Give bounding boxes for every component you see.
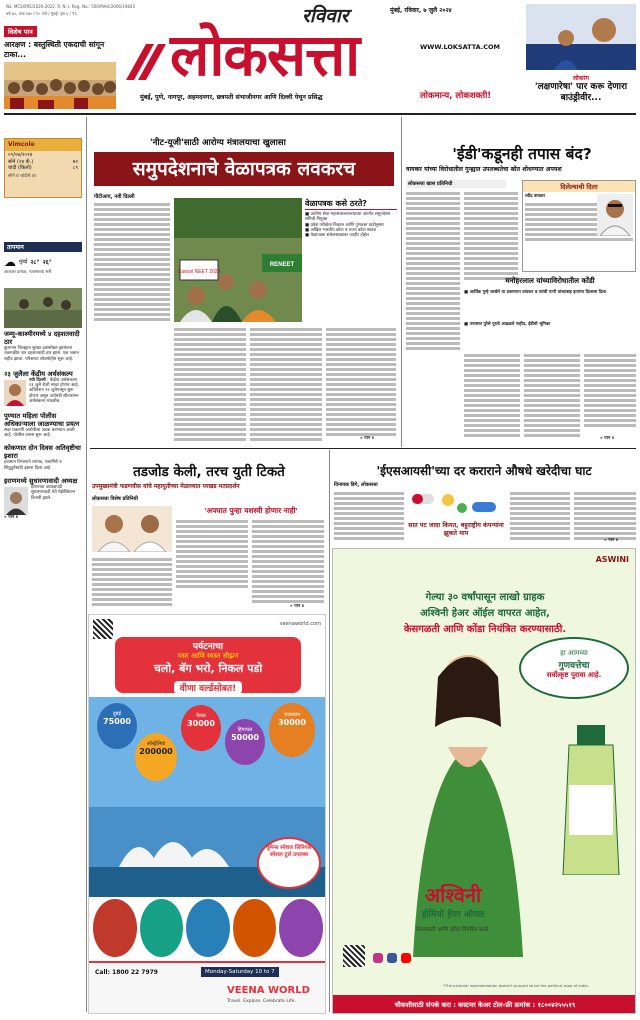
- esic-body-col-2: [510, 490, 570, 542]
- ad2-contact-bar: चौकशीसाठी संपर्क करा : कस्टमर केअर टोल-फ्री क्रमांक : १८००४२५५५१९: [333, 995, 636, 1014]
- weather-high: २८°: [30, 259, 40, 266]
- ad2-line2: अश्विनी हेअर ऑईल वापरत आहेत,: [420, 608, 550, 619]
- ed-headline[interactable]: 'ईडी'कडूनही तपास बंद?: [452, 145, 592, 163]
- masthead-cities: मुंबई, पुणे, नागपूर, अहमदनगर, छत्रपती संभाजीनगर आणि दिल्ली येथून प्रसिद्ध: [140, 94, 323, 101]
- ad1-line4: वीणा वर्ल्डसोबत!: [174, 681, 242, 694]
- masthead-logo-icon: [122, 40, 168, 84]
- ad2-quality-badge: हा आमच्या गुणवत्तेचा सर्वोत्कृष्ट पुरावा आहे.: [519, 637, 629, 699]
- ed-box-title: दिलेल्याची दिला: [523, 181, 635, 192]
- teaser-headline: आरक्षण : बस्तुस्थिती एकदाची सांगून टाका...: [4, 40, 105, 59]
- esic-more-link[interactable]: » पान ४: [604, 538, 618, 543]
- left-more-link[interactable]: » पान ४: [4, 515, 18, 521]
- cloud-rain-icon: ☁: [4, 255, 16, 269]
- teaser-tag-right: लोकरंग: [572, 75, 590, 82]
- ad1-footer: [89, 961, 326, 1014]
- market-box: [4, 138, 82, 198]
- masthead-website[interactable]: WWW.LOKSATTA.COM: [420, 43, 501, 51]
- left-news-column: जम्मू-काश्मीरमध्ये ४ दहशतवादी ठार कुलगाम जिल्ह्यात सुरक्षा दलांसोबत झालेल्या चकमकीत चार दहशतवादी ठार झाले. एक जवान शहीद झाला. परिसरात शोधमोहीम सुरू आहे. २३ जुलैला केंद्रीय अर्थसंकल्प नवी दिल्ली : केंद्रीय अर्थसंकल्प २३ जुलै रोजी सादर होणार आहे. अधिवेशन २२ जुलैपासून सुरू होणार असून अर्थमंत्री सीतारामन अर्थसंकल्प मांडतील. पुण्यात महिला पोलीस अधिकाऱ्याला जाळण्याचा प्रयत्न सदर प्रकरणी आरोपीला अटक करण्यात आली आहे. पोलीस तपास सुरू आहे. कोकणात दोन दिवस अतिवृष्टीचा इशारा हवामान विभागाने रायगड, रत्नागिरी व सिंधुदुर्गसाठी इशारा दिला आहे. इराणमध्ये सुधारणावादी अध्यक्ष इराणच्या अध्यक्षपदी सुधारणावादी नेते पेझेश्कियन विजयी झाले. » पान ४: [4, 330, 81, 521]
- left-headline-5[interactable]: इराणमध्ये सुधारणावादी अध्यक्ष: [4, 477, 78, 486]
- protest-sign-text: Cancel NEET 2024: [177, 269, 221, 275]
- masthead-dateline: मुंबई, रविवार, ७ जुलै २०२४: [390, 7, 452, 14]
- ed-body-col-3: [464, 352, 520, 442]
- vimcole-logo: Vimcole: [5, 139, 81, 151]
- sidebox-point-4: ■ वेळापत्रक संकेतस्थळावर जाहीर होईल: [305, 233, 369, 239]
- offer-dubai[interactable]: दुबई 75000: [97, 703, 137, 749]
- weather-low: २६°: [42, 259, 52, 266]
- ad1-promo-badge: वुमेन्स स्पेशल सिनियर्स स्पेशल टूर्स उपलब्ध: [257, 837, 321, 889]
- ad1-headline-box: [115, 637, 301, 693]
- ed-byline: लोकसत्ता खास प्रतिनिधी: [406, 180, 506, 188]
- column-divider-left: [86, 117, 87, 1012]
- lead-more-link[interactable]: » पान ४: [360, 436, 374, 441]
- teaser-headline-right: 'लक्षणारेषा' पार करू देणारा बाउंड्रीवीर...: [534, 82, 628, 103]
- left-body-4: हवामान विभागाने रायगड, रत्नागिरी व सिंधुदुर्गसाठी इशारा दिला आहे.: [4, 460, 62, 471]
- alliance-body-col-2: [252, 518, 324, 608]
- ad1-website[interactable]: veenaworld.com: [279, 621, 321, 627]
- left-headline-3[interactable]: पुण्यात महिला पोलीस अधिकाऱ्याला जाळण्याचा प्रयत्न: [4, 411, 80, 428]
- cricketer-photo: [526, 4, 636, 70]
- left-body-1: कुलगाम जिल्ह्यात सुरक्षा दलांसोबत झालेल्या चकमकीत चार दहशतवादी ठार झाले. एक जवान शहीद झाला. परिसरात शोधमोहीम सुरू आहे.: [4, 346, 79, 362]
- left-dateline-2: नवी दिल्ली: [29, 377, 46, 383]
- left-headline-4[interactable]: कोकणात दोन दिवस अतिवृष्टीचा इशारा: [4, 444, 81, 461]
- youtube-icon[interactable]: [401, 953, 411, 963]
- protest-photo: [174, 198, 302, 322]
- sidebox-point-2: ■ प्रवेश परीक्षेचा निकाल आणि गुणवत्ता यादीनुसार: [305, 222, 384, 228]
- top-left-teaser[interactable]: [4, 19, 116, 109]
- masthead-tagline: लोकमान्य, लोकशक्ती!: [420, 91, 492, 101]
- left-body-3: सदर प्रकरणी आरोपीला अटक करण्यात आली आहे. पोलीस तपास सुरू आहे.: [4, 427, 75, 439]
- weather-city: मुंबई: [19, 259, 28, 265]
- oil-bottle-illustration: [555, 725, 627, 875]
- left-body-5: इराणच्या अध्यक्षपदी सुधारणावादी नेते पेझेश्कियन विजयी झाले.: [31, 485, 75, 501]
- masthead-prefix: रविवार: [302, 5, 349, 27]
- column-divider-right: [329, 450, 330, 1012]
- esic-body-col-1: [334, 490, 404, 540]
- masthead[interactable]: [120, 0, 515, 106]
- ed-more-link[interactable]: » पान ४: [600, 436, 614, 441]
- ad1-title: पर्यटनाचा: [192, 642, 224, 652]
- sidebox-point-3: ■ अखिल भारतीय कोटा व राज्य कोटा स्वतंत्र: [305, 227, 376, 233]
- masthead-rule: [4, 113, 636, 115]
- ad1-line2: मस्त आणि स्वस्त सीझन: [177, 652, 239, 660]
- ed-body-col-5: [584, 352, 636, 442]
- ad2-product-tag: केसगळती आणि कोंडा नियंत्रित करते.: [415, 927, 491, 933]
- ad1-call[interactable]: Call: 1800 22 7979: [95, 969, 158, 976]
- esic-byline: विनायक डिगे, लोकसत्ता: [334, 482, 378, 488]
- ed-body-col-1: [406, 190, 460, 350]
- offer-rajasthan[interactable]: राजस्थान 30000: [269, 703, 315, 757]
- market-caption: सोने व चांदीचे दर: [8, 174, 37, 179]
- left-headline-2[interactable]: २३ जुलैला केंद्रीय अर्थसंकल्प: [4, 369, 73, 378]
- aswini-ad[interactable]: [332, 548, 636, 1014]
- left-body-2: केंद्रीय अर्थसंकल्प २३ जुलै रोजी सादर होणार आहे. अधिवेशन २२ जुलैपासून सुरू होणार असून अर्थमंत्री सीतारामन अर्थसंकल्प मांडतील.: [29, 377, 80, 405]
- market-row-2: चांदी (किलो) ८९: [8, 165, 78, 171]
- lead-body-col-3: [250, 326, 322, 442]
- lead-byline: पीटीआय, नवी दिल्ली: [94, 194, 135, 200]
- lead-kicker: 'नीट-यूजी'साठी आरोग्य मंत्रालयाचा खुलासा: [150, 138, 286, 148]
- facebook-icon[interactable]: [387, 953, 397, 963]
- ad1-footer-sub: Travel. Explore. Celebrate Life.: [227, 999, 296, 1004]
- ad1-line3: चलो, बॅग भरो, निकल पडो: [153, 662, 263, 675]
- offer-himachal[interactable]: हिमाचल 50000: [225, 719, 265, 765]
- weather-note: आकाश ढगाळ, पावसाच्या सरी: [4, 270, 52, 275]
- masthead-title: लोकसत्ता: [170, 21, 360, 89]
- sidebox-point-1: ■ आरोग्य सेवा महासंचालनालयाच्या अंतर्गत समुपदेशन समिती नियुक्त: [305, 212, 391, 223]
- fold-rule: [90, 448, 636, 449]
- esic-body-col-3: [574, 490, 636, 542]
- ad2-disclaimer: *The pictorial representation doesn't purport to be the political map of India.: [443, 983, 589, 988]
- minister-photo: [4, 380, 26, 406]
- veena-world-ad[interactable]: [88, 614, 326, 1014]
- ed-bullet-2: ■ तपासात पुरेसे पुरावे आढळले नाहीत, ईडीची भूमिका: [464, 322, 551, 327]
- lead-sidebox: [305, 198, 397, 322]
- lead-body-col-2: [174, 326, 246, 442]
- esic-headline[interactable]: 'ईएसआयसी'च्या दर कराराने औषधे खरेदीचा घाट: [376, 464, 592, 478]
- ed-box-name: रवींद्र वायकर: [525, 194, 546, 199]
- ed-profile-box: [522, 180, 636, 272]
- ed-deck: वायकर यांच्या विरोधातील गुन्ह्यात उपलब्धतेचा स्रोत शोधण्यात अपयश: [406, 166, 562, 173]
- photo-placard-text: RENEET: [269, 262, 295, 268]
- alliance-body-col-0: [92, 556, 172, 608]
- lead-body-col-1: [94, 201, 170, 323]
- offer-kerala[interactable]: केरळ 30000: [181, 705, 221, 751]
- ad2-product-name: अश्विनी: [424, 883, 482, 907]
- ad1-destination-strip: [93, 899, 323, 957]
- soldiers-photo: [4, 288, 82, 328]
- ad2-line1: गेल्या ३० वर्षांपासून लाखो ग्राहक: [425, 592, 545, 603]
- vaikar-photo: [597, 194, 633, 236]
- qr-code-icon[interactable]: [93, 619, 113, 639]
- left-headline-1[interactable]: जम्मू-काश्मीरमध्ये ४ दहशतवादी ठार: [4, 330, 80, 346]
- alliance-body-col-1: [176, 518, 248, 590]
- ed-bullet-1: ■ आर्थिक गुन्हे शाखेने या प्रकरणात वायकर व त्यांची पत्नी यांच्यासह इतरांना दिलासा दिला: [464, 290, 607, 295]
- alliance-deck: उपमुख्यमंत्री फडणवीस यांचे महायुतीच्या मेळाव्यात परखड मतप्रदर्शन: [92, 483, 240, 490]
- market-row-1: सोने (२४ कॅ.) ७२: [8, 159, 78, 165]
- market-date: ०९/०७/२०२४: [8, 152, 33, 158]
- social-icons: [373, 953, 411, 963]
- alliance-more-link[interactable]: » पान ४: [290, 604, 304, 609]
- ad1-timing: Monday-Saturday 10 to 7: [201, 967, 279, 977]
- ad2-product-sub: होमियो हेयर ऑयल: [421, 910, 485, 920]
- ad1-footer-brand: VEENA WORLD: [227, 985, 310, 996]
- column-divider-mid: [401, 117, 402, 447]
- pills-illustration: [406, 488, 506, 522]
- teaser-tag: विशेष पान: [4, 26, 37, 37]
- lead-body-col-4: [326, 326, 396, 442]
- aswini-logo: ASWINI: [595, 555, 629, 564]
- alliance-headline[interactable]: तडजोड केली, तरच युती टिकते: [133, 464, 285, 480]
- weather-title: तापमान: [4, 242, 82, 252]
- ad2-line3: केसगळती आणि कोंडा नियंत्रित करण्यासाठी.: [403, 624, 567, 635]
- alliance-byline: लोकसत्ता विशेष प्रतिनिधी: [92, 496, 138, 502]
- lead-headline[interactable]: समुपदेशनाचे वेळापत्रक लवकरच: [94, 152, 394, 186]
- ed-subhead: मनोहरलाल यांच्याविरोधातील कोंडी: [505, 276, 595, 285]
- esic-caption: सात पट जादा किमत, बहुराष्ट्रीय कंपन्यांना झुकते माप: [408, 522, 504, 537]
- fadnavis-shinde-photo: [92, 506, 172, 552]
- weather-box: [4, 242, 82, 282]
- ed-body-col-2: [464, 190, 518, 280]
- offer-australia[interactable]: ऑस्ट्रेलिया 200000: [135, 733, 177, 781]
- ad2-qr-code-icon[interactable]: [343, 945, 365, 967]
- instagram-icon[interactable]: [373, 953, 383, 963]
- crowd-photo: [4, 62, 116, 109]
- top-right-teaser[interactable]: [526, 4, 636, 110]
- sidebox-title: वेळापत्रक कसे ठरते?: [305, 198, 397, 210]
- ed-body-col-4: [524, 352, 580, 442]
- edition-line: वर्ष ७५, अंक १७० / १० पाने / मुंबई: पृष्ठ ६ / ₹६: [6, 11, 77, 16]
- alliance-pull-quote: 'अपघात पुन्हा यशस्वी होणार नाही': [204, 506, 298, 515]
- iran-president-photo: [4, 487, 28, 515]
- registration-note: No. MCS/095/2020-2022. R. N. I. Reg. No.: 500/MAH/2006/19843: [6, 4, 135, 9]
